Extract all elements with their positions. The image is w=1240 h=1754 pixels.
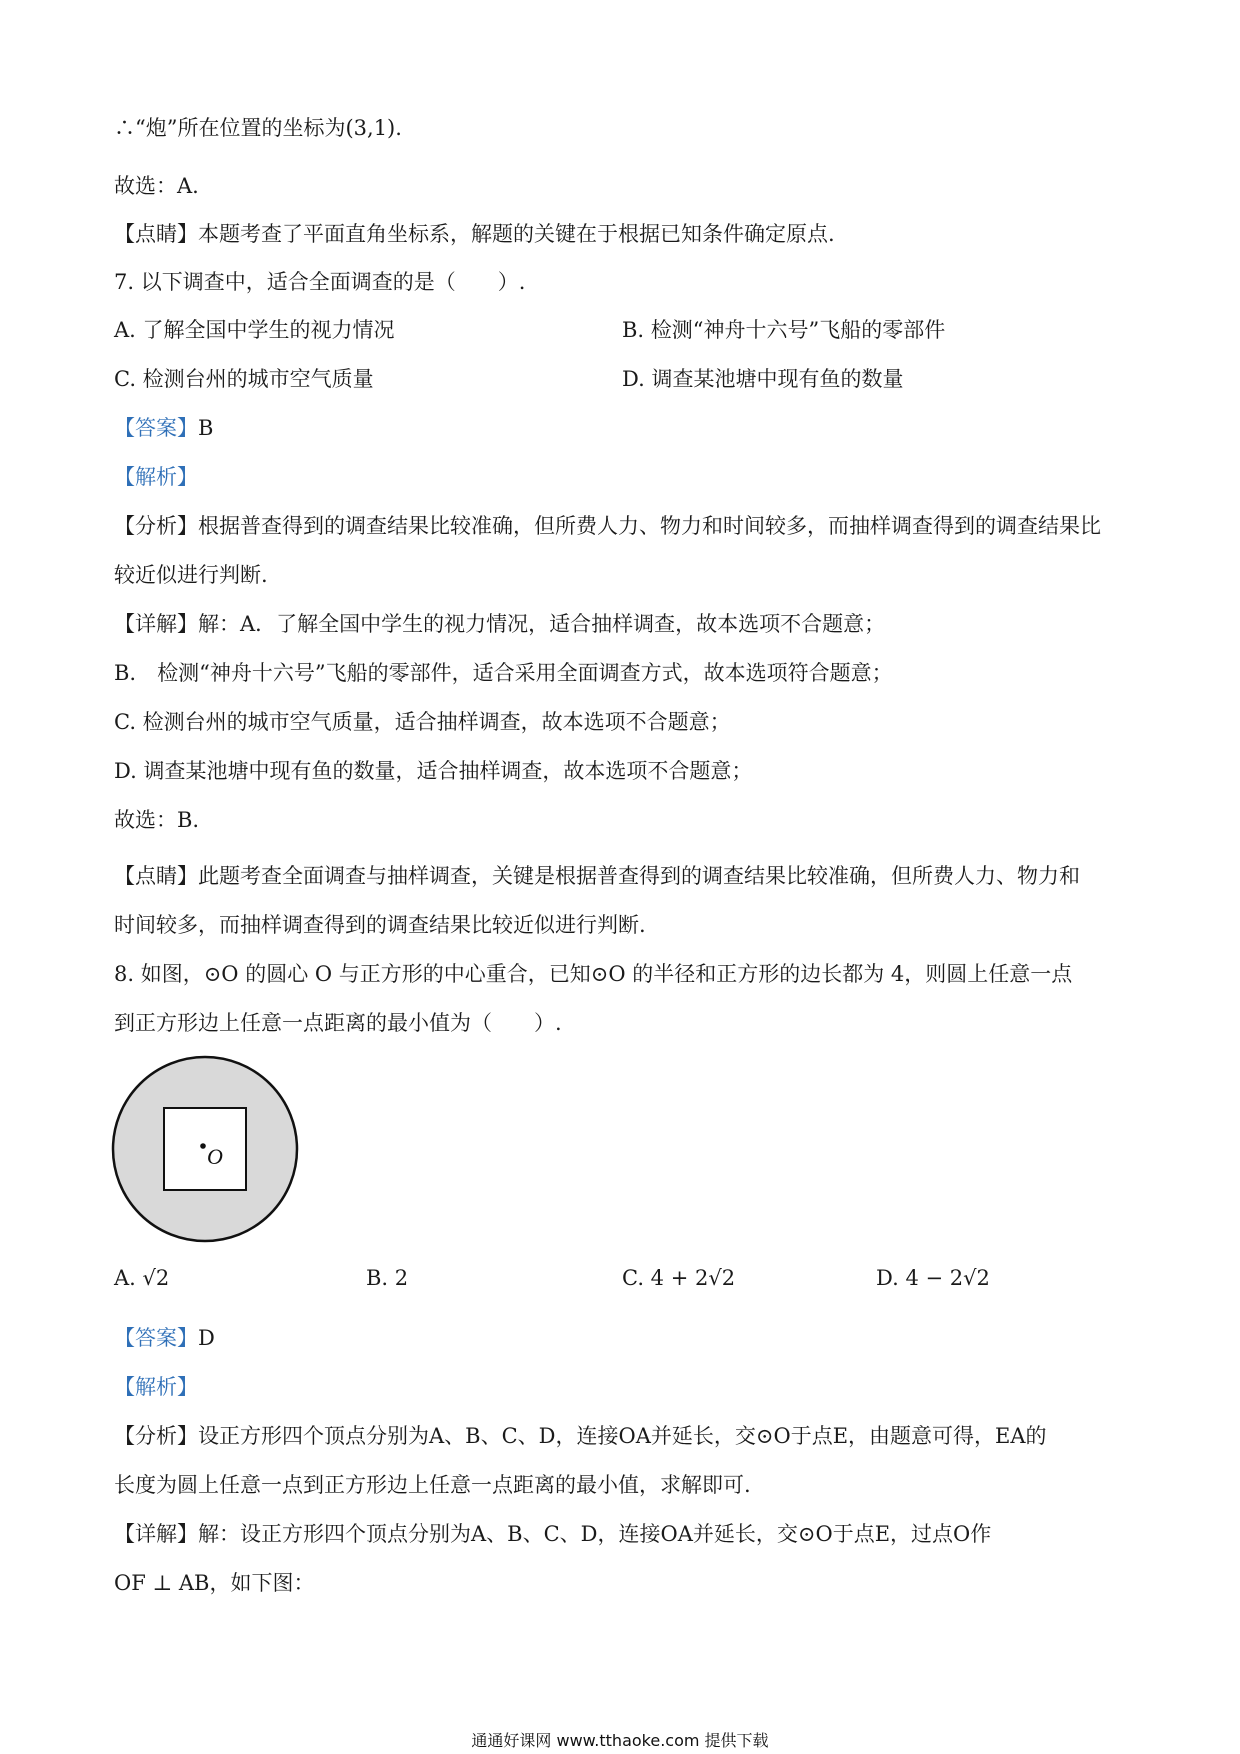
q8-fenxi-line2: 长度为圆上任意一点到正方形边上任意一点距离的最小值，求解即可.	[114, 1473, 751, 1497]
q8-xiangjie-text1: 解：设正方形四个顶点分别为A、B、C、D，连接OA并延长，交⊙O于点E，过点O作	[198, 1522, 992, 1546]
conclusion-line	[114, 114, 402, 142]
q7-fenxi-tag: 【分析】	[114, 514, 198, 538]
q8-fenxi-text1: 设正方形四个顶点分别为A、B、C、D，连接OA并延长，交⊙O于点E，由题意可得，EA的	[198, 1424, 1047, 1448]
q8-xiangjie-line1	[114, 1520, 991, 1548]
q7-stem: 7. 以下调查中，适合全面调查的是（ ）.	[114, 270, 526, 294]
q7-xiangjie-line1	[114, 610, 885, 638]
figure-square	[164, 1108, 246, 1190]
q7-option-d: D. 调查某池塘中现有鱼的数量	[622, 367, 904, 391]
comment-text: 本题考查了平面直角坐标系，解题的关键在于根据已知条件确定原点.	[198, 222, 835, 246]
q8-fenxi-tag: 【分析】	[114, 1424, 198, 1448]
q7-option-c: C. 检测台州的城市空气质量	[114, 367, 374, 391]
q7-dianjing-line2: 时间较多，而抽样调查得到的调查结果比较近似进行判断.	[114, 913, 646, 937]
q8-analysis-tag: 【解析】	[114, 1375, 198, 1399]
q7-dianjing-tag: 【点睛】	[114, 864, 198, 888]
page-footer: 通通好课网 www.tthaoke.com 提供下载	[471, 1731, 769, 1750]
q8-fenxi-line1	[114, 1422, 1047, 1450]
choice-line	[114, 172, 199, 200]
q8-option-d: D. 4 − 2√2	[876, 1266, 990, 1290]
choice-text: 故选：A.	[114, 174, 199, 198]
q8-stem-line1: 8. 如图，⊙O 的圆心 O 与正方形的中心重合，已知⊙O 的半径和正方形的边长都为 4，则圆上任意一点	[114, 962, 1073, 986]
comment-tag: 【点睛】	[114, 222, 198, 246]
q7-answer: B	[198, 416, 214, 440]
q8-figure	[108, 1052, 302, 1246]
q7-answer-tag: 【答案】	[114, 416, 198, 440]
q7-choice: 故选：B.	[114, 808, 200, 832]
q8-option-c: C. 4 + 2√2	[622, 1266, 736, 1290]
q8-option-b: B. 2	[366, 1266, 409, 1290]
q7-xiangjie-line3: C. 检测台州的城市空气质量，适合抽样调查，故本选项不合题意；	[114, 710, 731, 734]
q7-xiangjie-text1: 解：A．了解全国中学生的视力情况，适合抽样调查，故本选项不合题意；	[198, 612, 886, 636]
q7-xiangjie-tag: 【详解】	[114, 612, 198, 636]
q7-option-a: A. 了解全国中学生的视力情况	[114, 318, 395, 342]
q7-xiangjie-line4: D. 调查某池塘中现有鱼的数量，适合抽样调查，故本选项不合题意；	[114, 759, 753, 783]
q8-answer: D	[198, 1326, 215, 1350]
q7-analysis-tag: 【解析】	[114, 465, 198, 489]
q7-fenxi-line1	[114, 512, 1101, 540]
q8-answer-line	[114, 1324, 215, 1352]
q8-option-a: A. √2	[114, 1266, 170, 1290]
q7-fenxi-text1: 根据普查得到的调查结果比较准确，但所费人力、物力和时间较多，而抽样调查得到的调查结果比	[198, 514, 1101, 538]
q7-option-b: B. 检测“神舟十六号”飞船的零部件	[622, 318, 946, 342]
q7-xiangjie-line2: B. 检测“神舟十六号”飞船的零部件，适合采用全面调查方式，故本选项符合题意；	[114, 661, 893, 685]
q7-dianjing-line1	[114, 862, 1080, 890]
q7-fenxi-line2: 较近似进行判断.	[114, 563, 268, 587]
center-point	[200, 1143, 206, 1149]
q8-xiangjie-tag: 【详解】	[114, 1522, 198, 1546]
q8-answer-tag: 【答案】	[114, 1326, 198, 1350]
q8-xiangjie-line2: OF ⊥ AB，如下图：	[114, 1571, 315, 1595]
q7-answer-line	[114, 414, 213, 442]
q8-stem-line2: 到正方形边上任意一点距离的最小值为（ ）.	[114, 1011, 562, 1035]
center-label: O	[207, 1144, 223, 1169]
conclusion-text: ∴“炮”所在位置的坐标为(3,1).	[114, 116, 402, 140]
q7-dianjing-text1: 此题考查全面调查与抽样调查，关键是根据普查得到的调查结果比较准确，但所费人力、物力和	[198, 864, 1080, 888]
comment-line	[114, 220, 835, 248]
